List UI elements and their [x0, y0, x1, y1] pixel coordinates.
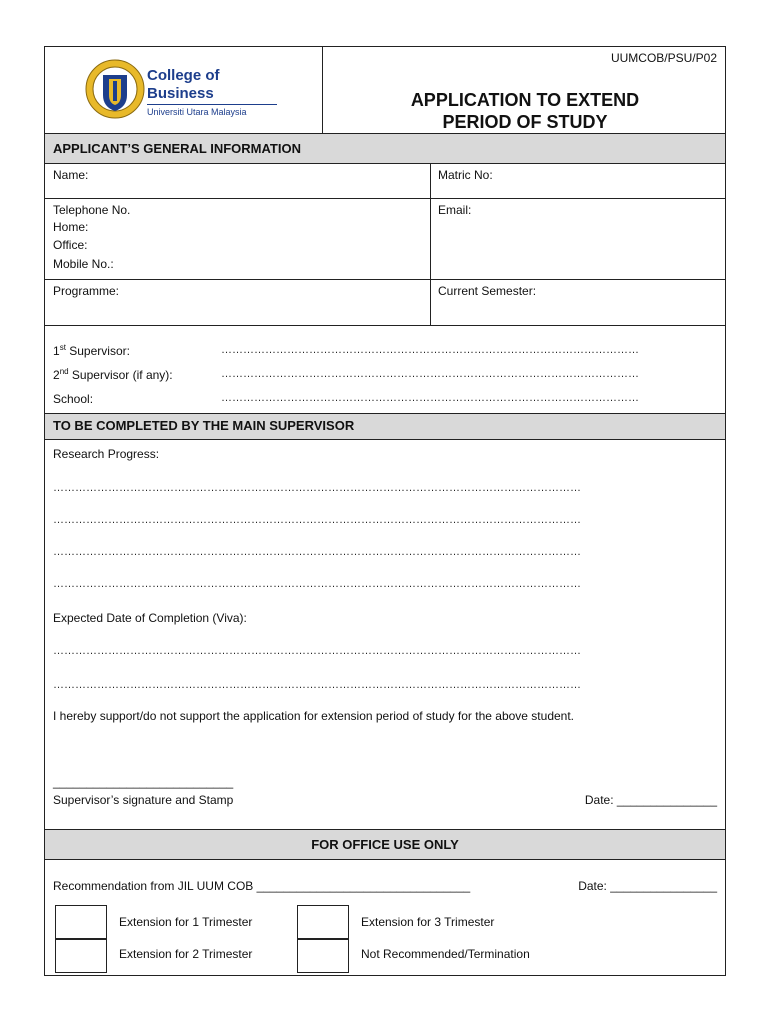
expected-date-label: Expected Date of Completion (Viva): — [53, 611, 247, 625]
support-statement: I hereby support/do not support the application for extension period of study for the above student. — [53, 709, 575, 723]
expected-date-line-1: ……………………………………………………………………………………………………………………………… — [53, 645, 581, 657]
second-supervisor-ordinal: nd — [59, 367, 69, 376]
school-dots: …………………………………………………………………………………………………… — [221, 392, 639, 404]
first-supervisor-num: 1 — [53, 344, 60, 358]
logo-college-of: College of — [147, 67, 220, 84]
logo-underline — [147, 104, 277, 105]
mobile-label: Mobile No.: — [53, 257, 114, 271]
office-date: Date: ________________ — [578, 879, 717, 893]
home-label: Home: — [53, 220, 89, 234]
section-applicant-heading: APPLICANT’S GENERAL INFORMATION — [53, 141, 301, 156]
name-label: Name: — [53, 168, 89, 182]
research-progress-line-2: ……………………………………………………………………………………………………………………………… — [53, 514, 581, 526]
second-supervisor-label — [53, 368, 173, 382]
signature-label: Supervisor’s signature and Stamp — [53, 793, 234, 807]
checkbox-2-trimester[interactable] — [55, 939, 107, 973]
second-supervisor-text: Supervisor (if any): — [68, 368, 173, 382]
first-supervisor-ordinal: st — [59, 343, 66, 352]
recommendation-field: Recommendation from JIL UUM COB ________________________________ — [53, 879, 471, 893]
current-semester-label: Current Semester: — [438, 284, 537, 298]
second-supervisor-dots: …………………………………………………………………………………………………… — [221, 368, 639, 380]
second-supervisor-num: 2 — [53, 368, 60, 382]
first-supervisor-text: Supervisor: — [65, 344, 130, 358]
form-code: UUMCOB/PSU/P02 — [610, 51, 717, 65]
email-label: Email: — [438, 203, 472, 217]
form-title-line1: APPLICATION TO EXTEND — [410, 90, 640, 110]
first-supervisor-label — [53, 344, 130, 358]
logo-university: Universiti Utara Malaysia — [147, 107, 247, 117]
research-progress-line-3: ……………………………………………………………………………………………………………………………… — [53, 546, 581, 558]
option-2-trimester: Extension for 2 Trimester — [119, 947, 253, 961]
checkbox-1-trimester[interactable] — [55, 905, 107, 939]
school-label: School: — [53, 392, 94, 406]
supervisor-date: Date: _______________ — [584, 793, 717, 807]
form-title-line2: PERIOD OF STUDY — [442, 112, 608, 132]
option-not-recommended: Not Recommended/Termination — [361, 947, 530, 961]
matric-label: Matric No: — [438, 168, 493, 182]
checkbox-3-trimester[interactable] — [297, 905, 349, 939]
signature-line: ___________________________ — [53, 775, 234, 789]
programme-label: Programme: — [53, 284, 120, 298]
application-form — [44, 46, 726, 976]
research-progress-line-1: ……………………………………………………………………………………………………………………………… — [53, 482, 581, 494]
option-3-trimester: Extension for 3 Trimester — [361, 915, 495, 929]
office-heading: FOR OFFICE USE ONLY — [311, 837, 459, 852]
telephone-label: Telephone No. — [53, 203, 131, 217]
college-logo — [85, 57, 145, 121]
logo-business: Business — [147, 85, 214, 102]
expected-date-line-2: ……………………………………………………………………………………………………………………………… — [53, 679, 581, 691]
checkbox-not-recommended[interactable] — [297, 939, 349, 973]
research-progress-line-4: ……………………………………………………………………………………………………………………………… — [53, 578, 581, 590]
section-supervisor-heading: TO BE COMPLETED BY THE MAIN SUPERVISOR — [53, 418, 355, 433]
option-1-trimester: Extension for 1 Trimester — [119, 915, 253, 929]
first-supervisor-dots: …………………………………………………………………………………………………… — [221, 344, 639, 356]
office-label: Office: — [53, 238, 88, 252]
research-progress-label: Research Progress: — [53, 447, 160, 461]
